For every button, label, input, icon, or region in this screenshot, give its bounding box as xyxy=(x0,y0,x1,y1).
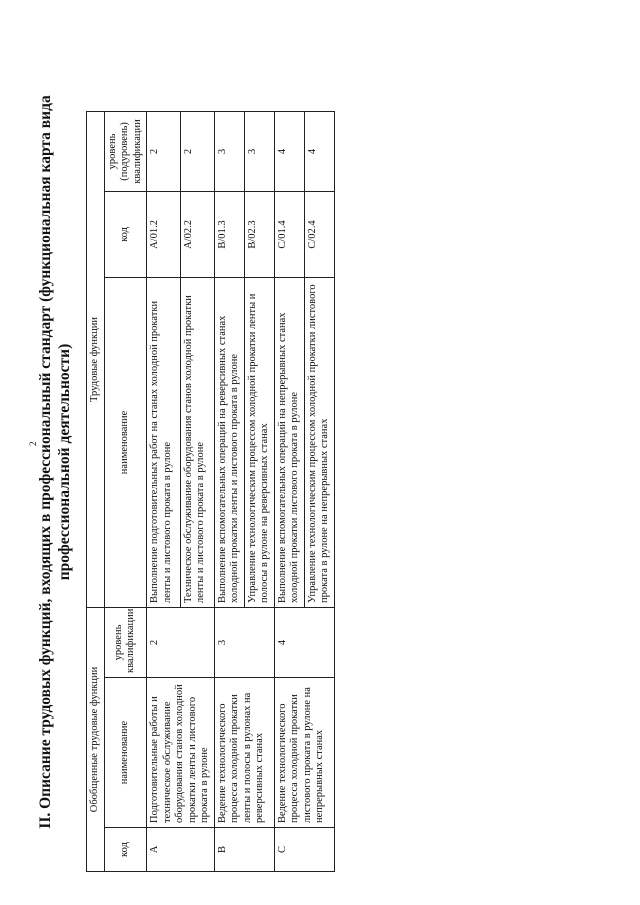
group-name: Подготовительные работы и техническое обслуживание оборудования станов холодной прокатки ленты и листового проката в рулоне xyxy=(147,678,215,828)
function-name: Выполнение вспомогательных операций на реверсивных станах холодной прокатки ленты и листового проката в рулоне xyxy=(214,277,244,607)
rotated-page-content xyxy=(36,52,606,872)
group-name: Ведение технологического процесса холодной прокатки ленты и полосы в рулонах на реверсивных станах xyxy=(214,678,274,828)
function-code: B/01.3 xyxy=(214,191,244,277)
page-number: 2 xyxy=(28,441,38,446)
header-row-2 xyxy=(104,111,147,871)
functional-map-table xyxy=(86,111,335,872)
group-code: B xyxy=(214,828,274,872)
header-function-code: код xyxy=(104,191,147,277)
header-group-level: уровень квалификации xyxy=(104,607,147,677)
function-sublevel: 2 xyxy=(180,111,214,191)
function-sublevel: 4 xyxy=(274,111,304,191)
group-code: C xyxy=(274,828,334,872)
function-code: B/02.3 xyxy=(244,191,274,277)
function-name: Выполнение вспомогательных операций на непрерывных станах холодной прокатки листового проката в рулоне xyxy=(274,277,304,607)
function-sublevel: 4 xyxy=(304,111,334,191)
header-function-name: наименование xyxy=(104,277,147,607)
header-function-sublevel: уровень (подуровень) квалификации xyxy=(104,111,147,191)
table-row xyxy=(214,111,244,871)
section-title xyxy=(36,52,86,872)
function-name: Управление технологическим процессом холодной прокатки ленты и полосы в рулоне на реверсивных станах xyxy=(244,277,274,607)
function-sublevel: 3 xyxy=(244,111,274,191)
function-sublevel: 3 xyxy=(214,111,244,191)
header-group-code: код xyxy=(104,828,147,872)
function-sublevel: 2 xyxy=(147,111,181,191)
function-code: C/01.4 xyxy=(274,191,304,277)
header-labor-functions: Трудовые функции xyxy=(87,111,105,607)
group-name: Ведение технологического процесса холодной прокатки листового проката в рулоне на непрерывных станах xyxy=(274,678,334,828)
table-row xyxy=(274,111,304,871)
group-level: 2 xyxy=(147,607,215,677)
table-row xyxy=(147,111,181,871)
header-row-1 xyxy=(87,111,105,871)
function-code: C/02.4 xyxy=(304,191,334,277)
section-title-line-2: профессиональной деятельности) xyxy=(56,343,73,581)
group-level: 3 xyxy=(214,607,274,677)
header-group-name: наименование xyxy=(104,678,147,828)
group-code: A xyxy=(147,828,215,872)
section-title-line-1: II. Описание трудовых функций, входящих в профессиональный стандарт (функциональная карта вида xyxy=(37,95,54,829)
header-generalized-functions: Обобщенные трудовые функции xyxy=(87,607,105,871)
group-level: 4 xyxy=(274,607,334,677)
function-name: Выполнение подготовительных работ на станах холодной прокатки ленты и листового проката в рулоне xyxy=(147,277,181,607)
function-name: Управление технологическим процессом холодной прокатки листового проката в рулоне на непрерывных станах xyxy=(304,277,334,607)
function-code: A/01.2 xyxy=(147,191,181,277)
function-code: A/02.2 xyxy=(180,191,214,277)
function-name: Техническое обслуживание оборудования станов холодной прокатки ленты и листового проката в рулоне xyxy=(180,277,214,607)
